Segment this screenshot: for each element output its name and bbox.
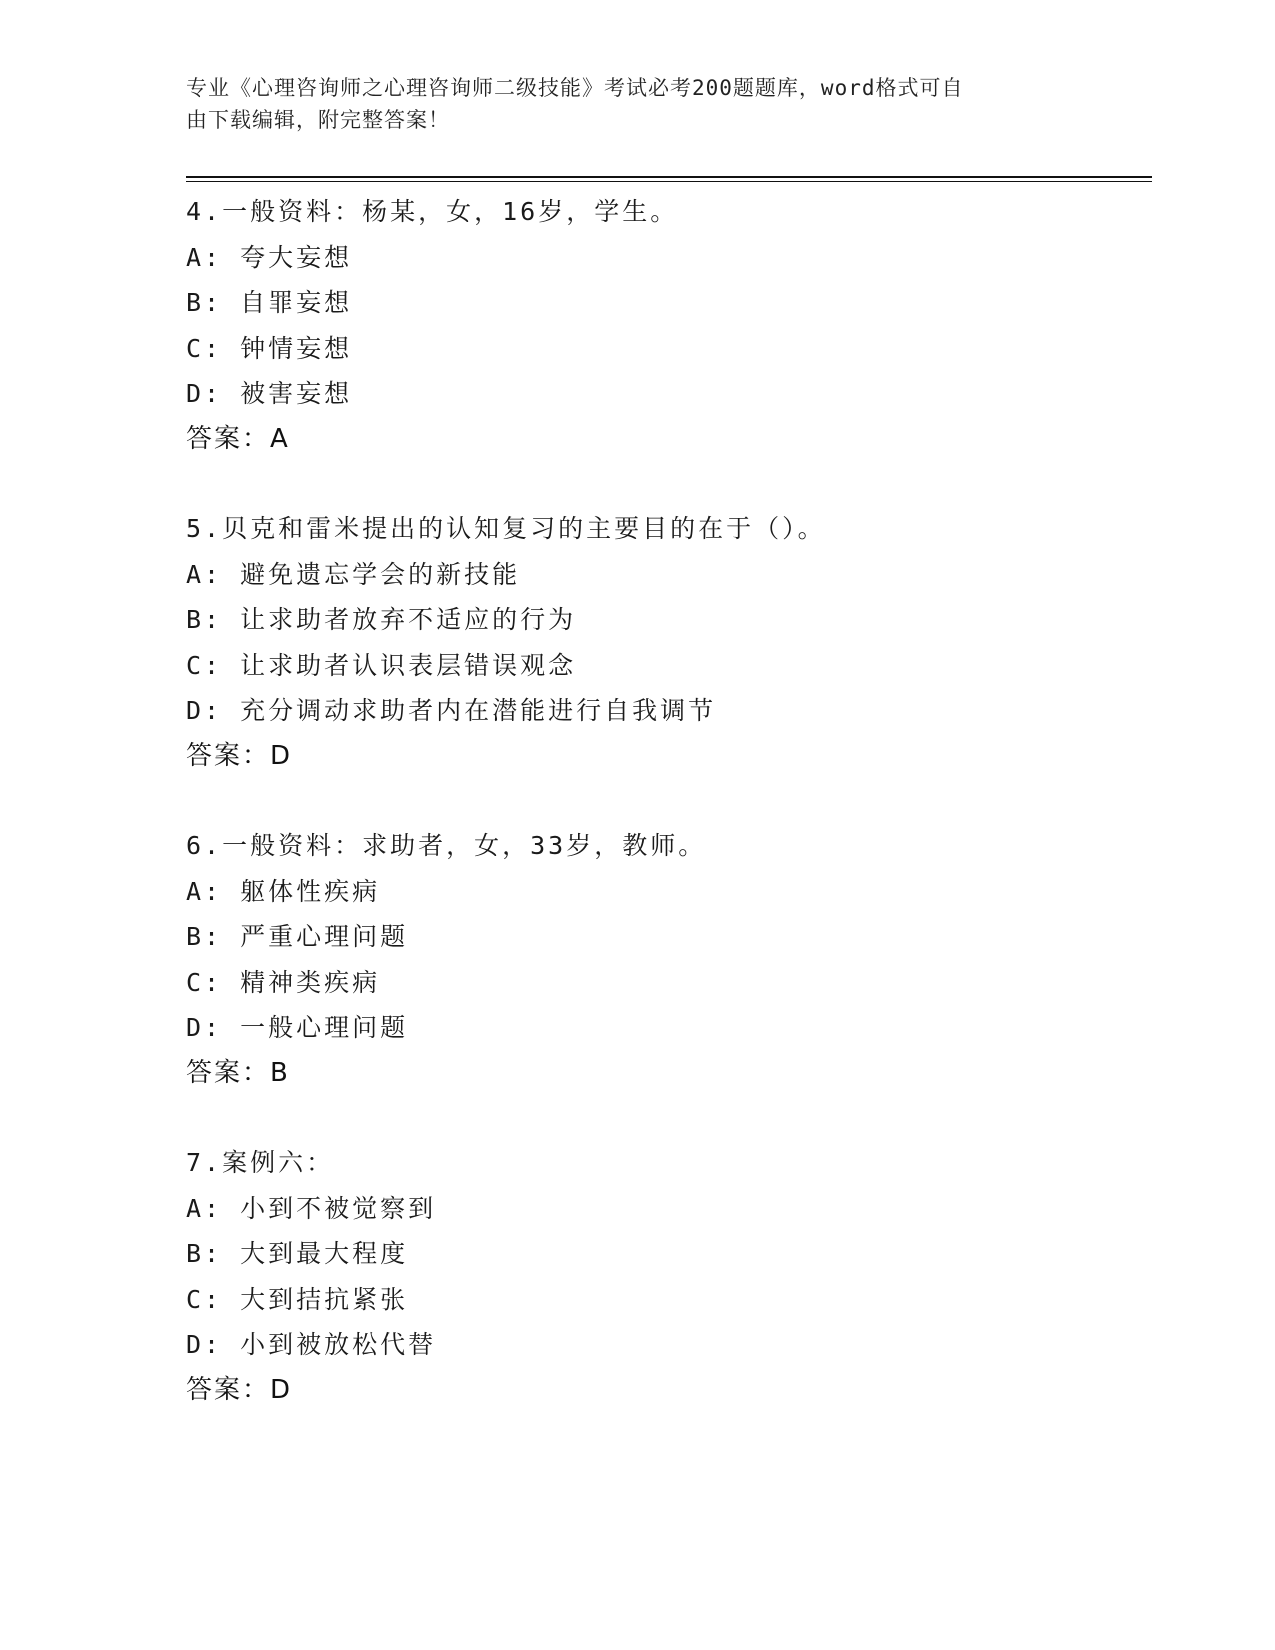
header-line-1: 专业《心理咨询师之心理咨询师二级技能》考试必考200题题库，word格式可自 (186, 76, 964, 100)
answer-line: 答案：D (186, 740, 293, 771)
header-divider-thin (186, 181, 1152, 182)
option-c: C: 大到拮抗紧张 (186, 1284, 409, 1314)
question-5 (186, 506, 1146, 779)
option-c: C: 精神类疾病 (186, 967, 381, 997)
question-6 (186, 823, 1146, 1096)
option-a: A: 夸大妄想 (186, 242, 353, 272)
option-c: C: 让求助者认识表层错误观念 (186, 650, 577, 680)
option-b: B: 大到最大程度 (186, 1239, 409, 1268)
question-7 (186, 1140, 1146, 1413)
question-4 (186, 189, 1146, 462)
answer-line: 答案：B (186, 1057, 290, 1088)
option-b: B: 自罪妄想 (186, 288, 353, 317)
question-stem: 5.贝克和雷米提出的认知复习的主要目的在于（）。 (186, 514, 826, 543)
answer-line: 答案：D (186, 1374, 293, 1405)
header-divider-thick (186, 176, 1152, 178)
answer-line: 答案：A (186, 423, 290, 454)
option-d: D: 被害妄想 (186, 379, 353, 408)
option-b: B: 让求助者放弃不适应的行为 (186, 605, 577, 634)
option-c: C: 钟情妄想 (186, 333, 353, 363)
option-d: D: 充分调动求助者内在潜能进行自我调节 (186, 696, 717, 725)
option-d: D: 一般心理问题 (186, 1013, 409, 1042)
question-stem: 7.案例六： (186, 1148, 335, 1177)
question-stem: 4.一般资料：杨某，女，16岁，学生。 (186, 197, 679, 226)
option-b: B: 严重心理问题 (186, 922, 409, 951)
option-a: A: 避免遗忘学会的新技能 (186, 559, 521, 589)
option-a: A: 躯体性疾病 (186, 876, 381, 906)
option-d: D: 小到被放松代替 (186, 1330, 437, 1359)
option-a: A: 小到不被觉察到 (186, 1193, 437, 1223)
header-line-2: 由下载编辑，附完整答案！ (186, 108, 450, 132)
question-list (186, 189, 1146, 1457)
question-stem: 6.一般资料：求助者，女，33岁，教师。 (186, 831, 707, 860)
document-header (186, 72, 1066, 136)
